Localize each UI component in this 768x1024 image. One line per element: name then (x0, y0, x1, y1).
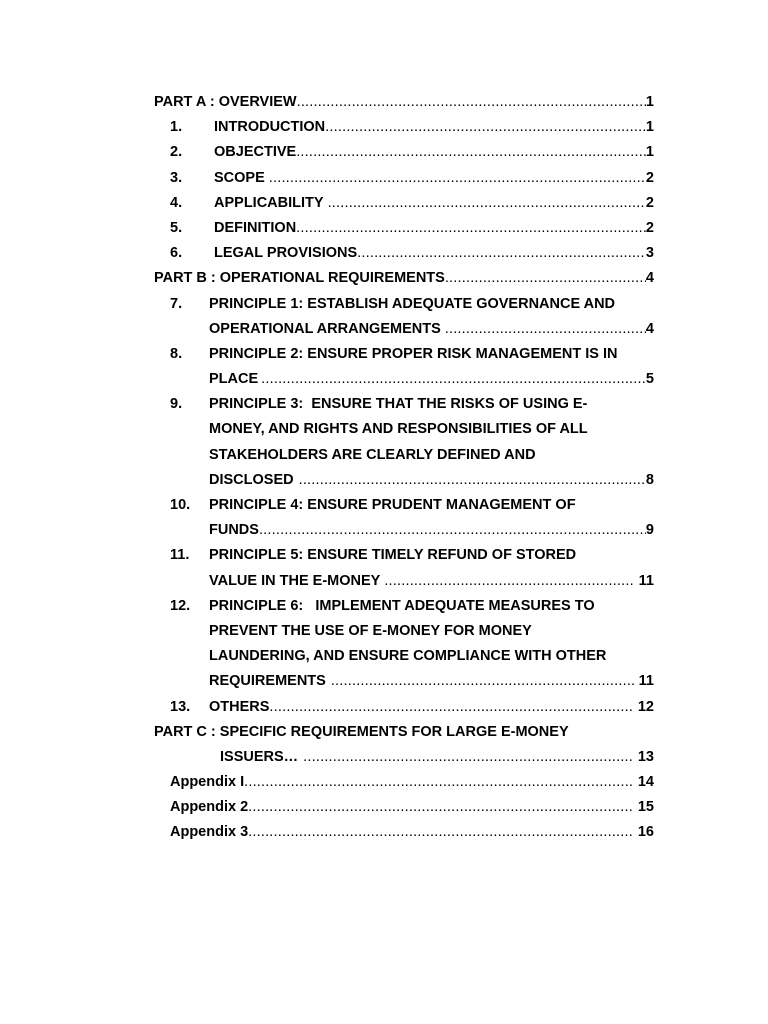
toc-entry-label: STAKEHOLDERS ARE CLEARLY DEFINED AND (209, 446, 536, 463)
toc-appendix-2[interactable] (154, 795, 654, 820)
toc-entry-label: PRINCIPLE 6: IMPLEMENT ADEQUATE MEASURES TO (209, 597, 595, 614)
toc-entry-page: 12 (637, 698, 654, 715)
toc-entry-number: 3. (170, 169, 183, 186)
toc-entry-number: 10. (170, 497, 191, 513)
toc-entry-number: 13. (170, 698, 191, 715)
toc-entry-2[interactable] (154, 140, 654, 165)
toc-entry-number: 2. (170, 144, 183, 161)
toc-entry-number: 6. (170, 245, 183, 262)
toc-appendix-3[interactable] (154, 820, 654, 845)
dot-leader (297, 90, 646, 115)
dot-leader (259, 518, 646, 543)
toc-part-a[interactable] (154, 90, 654, 115)
toc-entry-page: 11 (638, 572, 654, 589)
toc-entry-10-cont[interactable] (154, 518, 654, 543)
dot-leader (325, 115, 646, 140)
dot-leader (269, 695, 633, 720)
toc-appendix-label: Appendix 3 (170, 824, 249, 841)
toc-entry-number: 12. (170, 597, 191, 614)
dot-leader (265, 166, 646, 191)
toc-entry-label: LEGAL PROVISIONS (214, 245, 358, 262)
dot-leader (248, 795, 634, 820)
toc-part-c-page: 13 (637, 748, 654, 765)
toc-entry-number: 1. (170, 119, 183, 136)
toc-appendix-page: 14 (637, 774, 654, 791)
dot-leader (248, 820, 634, 845)
toc-part-c-cont[interactable] (154, 745, 654, 770)
toc-entry-label: OTHERS (209, 698, 270, 715)
toc-appendix-page: 16 (637, 824, 654, 841)
toc-entry-label: PRINCIPLE 5: ENSURE TIMELY REFUND OF STORED (209, 547, 577, 564)
toc-entry-label: DEFINITION (214, 219, 297, 236)
table-of-contents (154, 90, 654, 846)
toc-entry-11-cont[interactable] (154, 569, 654, 594)
toc-entry-label: PRINCIPLE 3: ENSURE THAT THE RISKS OF USING E- (209, 396, 588, 413)
toc-appendix-label: Appendix 2 (170, 799, 249, 816)
toc-entry-page: 5 (645, 371, 654, 388)
toc-entry-8-cont[interactable] (154, 367, 654, 392)
toc-entry-13[interactable] (154, 695, 654, 720)
toc-part-c-label: PART C : SPECIFIC REQUIREMENTS FOR LARGE E-MONEY (154, 723, 569, 740)
toc-entry-12[interactable] (154, 594, 654, 619)
toc-entry-9[interactable] (154, 392, 654, 417)
toc-entry-label: MONEY, AND RIGHTS AND RESPONSIBILITIES OF ALL (209, 421, 588, 438)
toc-part-a-page: 1 (645, 94, 654, 110)
toc-entry-number: 8. (170, 345, 183, 362)
toc-entry-label: PRINCIPLE 1: ESTABLISH ADEQUATE GOVERNANCE AND (209, 295, 616, 312)
toc-entry-page: 11 (638, 673, 654, 690)
toc-entry-label: OPERATIONAL ARRANGEMENTS (209, 320, 441, 337)
toc-entry-7[interactable] (154, 292, 654, 317)
dot-leader (380, 569, 634, 594)
toc-part-c-label: ISSUERS… (220, 748, 299, 765)
toc-appendix-page: 15 (637, 799, 654, 816)
toc-entry-label: APPLICABILITY (214, 194, 324, 211)
toc-entry-label: FUNDS (209, 522, 259, 539)
dot-leader (258, 367, 646, 392)
toc-entry-9-cont-3[interactable] (154, 468, 654, 493)
dot-leader (296, 216, 646, 241)
toc-part-b[interactable] (154, 266, 654, 291)
toc-entry-label: LAUNDERING, AND ENSURE COMPLIANCE WITH OTHER (209, 648, 607, 665)
toc-entry-6[interactable] (154, 241, 654, 266)
toc-part-b-page: 4 (645, 270, 654, 287)
toc-entry-page: 2 (645, 219, 654, 236)
toc-entry-5[interactable] (154, 216, 654, 241)
toc-entry-page: 2 (645, 169, 654, 186)
toc-entry-1[interactable] (154, 115, 654, 140)
dot-leader (324, 191, 646, 216)
toc-entry-label: DISCLOSED (209, 471, 294, 488)
toc-entry-number: 9. (170, 396, 183, 413)
toc-entry-12-cont-1[interactable] (154, 619, 654, 644)
dot-leader (441, 317, 646, 342)
toc-entry-label: OBJECTIVE (214, 144, 297, 161)
toc-part-a-label: PART A : OVERVIEW (154, 94, 297, 110)
toc-entry-page: 1 (645, 119, 654, 136)
dot-leader (326, 669, 635, 694)
toc-entry-label: VALUE IN THE E-MONEY (209, 572, 381, 589)
toc-entry-9-cont-2[interactable] (154, 443, 654, 468)
toc-entry-7-cont[interactable] (154, 317, 654, 342)
toc-part-c[interactable] (154, 720, 654, 745)
toc-entry-11[interactable] (154, 543, 654, 568)
toc-entry-page: 2 (645, 194, 654, 211)
toc-entry-4[interactable] (154, 191, 654, 216)
toc-entry-page: 1 (645, 144, 654, 161)
dot-leader (445, 266, 646, 291)
toc-entry-12-cont-3[interactable] (154, 669, 654, 694)
toc-entry-label: REQUIREMENTS (209, 673, 326, 690)
toc-entry-page: 9 (645, 522, 654, 539)
toc-entry-8[interactable] (154, 342, 654, 367)
toc-entry-number: 7. (170, 295, 183, 312)
toc-entry-label: PRINCIPLE 4: ENSURE PRUDENT MANAGEMENT OF (209, 497, 576, 513)
toc-entry-page: 8 (645, 471, 654, 488)
dot-leader (244, 770, 634, 795)
toc-entry-label: PLACE (209, 371, 259, 388)
toc-entry-number: 4. (170, 194, 183, 211)
toc-entry-3[interactable] (154, 166, 654, 191)
dot-leader (298, 745, 634, 770)
toc-entry-12-cont-2[interactable] (154, 644, 654, 669)
toc-entry-label: INTRODUCTION (214, 119, 326, 136)
toc-entry-10[interactable] (154, 493, 654, 518)
toc-entry-label: PRINCIPLE 2: ENSURE PROPER RISK MANAGEMENT IS IN (209, 345, 618, 362)
toc-entry-number: 5. (170, 219, 183, 236)
dot-leader (357, 241, 646, 266)
toc-entry-label: SCOPE (214, 169, 265, 186)
dot-leader (294, 468, 646, 493)
toc-entry-page: 3 (645, 245, 654, 262)
toc-part-b-label: PART B : OPERATIONAL REQUIREMENTS (154, 270, 445, 287)
toc-appendix-label: Appendix I (170, 774, 245, 791)
toc-entry-9-cont-1[interactable] (154, 417, 654, 442)
toc-appendix-1[interactable] (154, 770, 654, 795)
toc-entry-page: 4 (645, 320, 654, 337)
toc-entry-number: 11. (170, 547, 190, 564)
dot-leader (296, 140, 646, 165)
toc-entry-label: PREVENT THE USE OF E-MONEY FOR MONEY (209, 622, 532, 639)
